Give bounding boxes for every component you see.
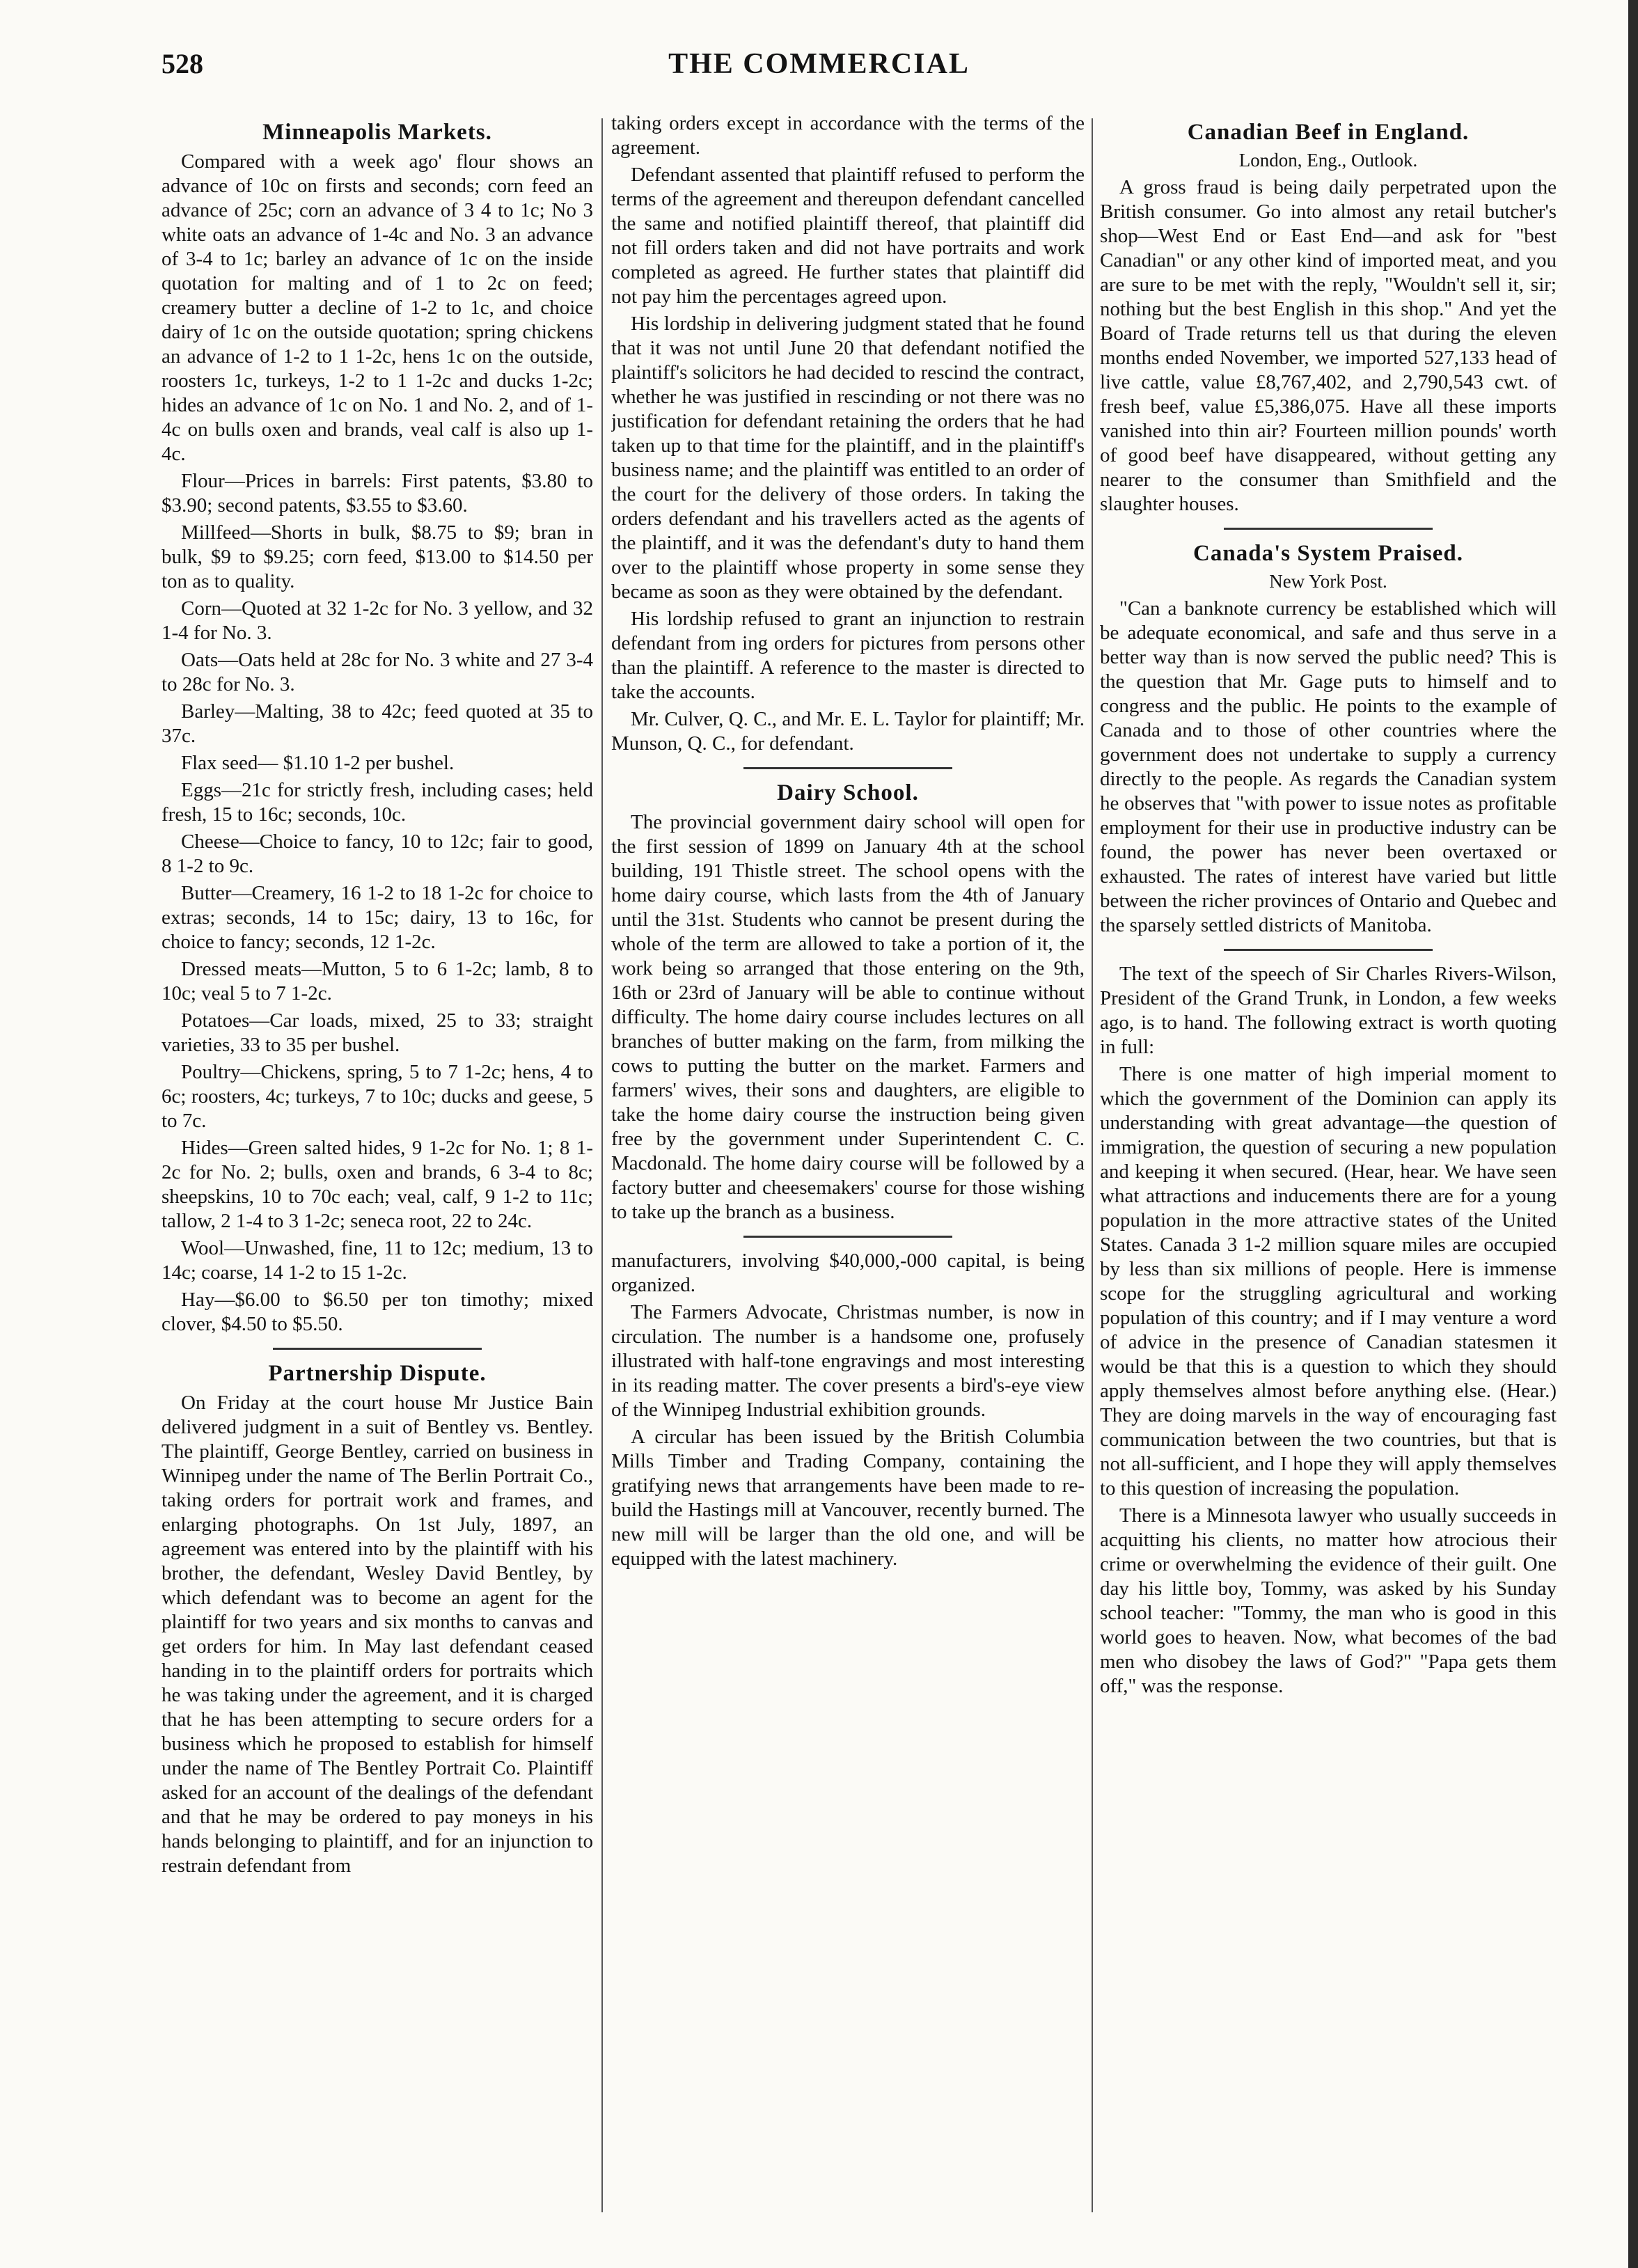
column-1 [162,111,593,2219]
section-divider [1224,949,1433,951]
article-paragraph: Oats—Oats held at 28c for No. 3 white and 27 3-4 to 28c for No. 3. [162,649,593,695]
article-paragraph: Barley—Malting, 38 to 42c; feed quoted at 35 to 37c. [162,700,593,747]
article-title: Canada's System Praised. [1193,541,1463,566]
section-divider [743,767,952,769]
running-title: THE COMMERCIAL [668,48,970,80]
article-paragraph: Hay—$6.00 to $6.50 per ton timothy; mixed clover, $4.50 to $5.50. [162,1289,593,1335]
article-paragraph: Potatoes—Car loads, mixed, 25 to 33; straight varieties, 33 to 35 per bushel. [162,1009,593,1056]
article-title: Partnership Dispute. [268,1361,487,1386]
article-paragraph: Millfeed—Shorts in bulk, $8.75 to $9; bran in bulk, $9 to $9.25; corn feed, $13.00 to $14.50 per ton as to quality. [162,521,593,592]
article-paragraph: The provincial government dairy school will open for the first session of 1899 on January 4th at the school building, 191 Thistle street. The school opens with the home dairy course, which lasts from the 4th of January until the 31st. Students who cannot be present during the whole of the term are allowed to take a portion of it, the work being so arranged that those entering on the 9th, 16th or 23rd of January will be able to continue without difficulty. The home dairy course includes lectures on all branches of butter making on the farm, from milking the cows to putting the butter on the market. Farmers and farmers' wives, their sons and daughters, are eligible to take the home dairy course the instruction being given free by the government under Superintendent C. C. Macdonald. The home dairy course will be followed by a factory butter and cheesemakers' course for those wishing to take up the branch as a business. [611,811,1085,1223]
article-paragraph: "Can a banknote currency be established which will be adequate economical, and safe and thus serve in a better way than is now served the public need? This is the question that Mr. Gage puts to himself and to congress and the public. He points to the example of Canada and to those of other countries where the government does not undertake to supply a currency directly to the people. As regards the Canadian system he observes that "with power to issue notes as profitable employment for their use in productive industry can be found, the power has never been overtaxed or exhausted. The rates of interest have varied but little between the richer provinces of Ontario and Quebec and the sparsely settled districts of Manitoba. [1100,597,1557,936]
article-source: London, Eng., Outlook. [1238,150,1418,171]
article-paragraph: Flour—Prices in barrels: First patents, $3.80 to $3.90; second patents, $3.55 to $3.60. [162,470,593,517]
section-divider [273,1348,482,1350]
article-paragraph: Compared with a week ago' flour shows an advance of 10c on firsts and seconds; corn feed an advance of 25c; corn an advance of 3 4 to 1c; No 3 white oats an advance of 1-4c and No. 3 an advance of 3-4 to 1c; barley an advance of 1c on the inside quotation for malting and of 1 to 2c on feed; creamery butter a decline of 1-2 to 1c, and choice dairy of 1c on the outside quotation; spring chickens an advance of 1-2 to 1 1-2c, hens 1c on the outside, roosters 1c, turkeys, 1-2 to 1 1-2c and ducks 1-2c; hides an advance of 1c on No. 1 and No. 2, and of 1-4c on bulls oxen and brands, veal calf is also up 1-4c. [162,150,593,465]
article-title: Canadian Beef in England. [1187,120,1470,145]
article-paragraph: Flax seed— $1.10 1-2 per bushel. [181,752,455,774]
column-rule [601,118,603,2212]
article-paragraph: manufacturers, involving $40,000,-000 capital, is being organized. [611,1250,1085,1296]
page-edge-shadow [1628,0,1638,2268]
article-paragraph: The Farmers Advocate, Christmas number, is now in circulation. The number is a handsome one, profusely illustrated with half-tone engravings and most interesting in its reading matter. The cover presents a bird's-eye view of the Winnipeg Industrial exhibition grounds. [611,1301,1085,1421]
page-number: 528 [162,48,203,79]
article-source: New York Post. [1269,571,1387,592]
article-paragraph: Poultry—Chickens, spring, 5 to 7 1-2c; hens, 4 to 6c; roosters, 4c; turkeys, 7 to 10c; ducks and geese, 5 to 7c. [162,1061,593,1132]
article-title: Dairy School. [777,780,919,805]
article-paragraph: Butter—Creamery, 16 1-2 to 18 1-2c for choice to extras; seconds, 14 to 15c; dairy, 13 to 16c, for choice to fancy; seconds, 12 1-2c. [162,882,593,953]
article-paragraph: Mr. Culver, Q. C., and Mr. E. L. Taylor for plaintiff; Mr. Munson, Q. C., for defendant. [611,708,1085,755]
column-3 [1100,111,1557,2219]
article-paragraph: The text of the speech of Sir Charles Rivers-Wilson, President of the Grand Trunk, in London, a few weeks ago, is to hand. The following extract is worth quoting in full: [1100,963,1557,1058]
article-paragraph: There is one matter of high imperial moment to which the government of the Dominion can apply its understanding with great advantage—the question of immigration, the question of securing a new population and keeping it when secured. (Hear, hear. We have seen what attractions and inducements there are for a young population in the more attractive states of the United States. Canada 3 1-2 million square miles are occupied by less than six millions of people. Here is immense scope for the struggling agricultural and working population of this country; and if I may venture a word of advice in the presence of Canadian statesmen it would be that this is a question to which they should apply themselves almost before anything else. (Hear.) They are doing marvels in the way of encouraging fast communication between the two countries, but that is not all-sufficient, and I hope they will apply themselves to this question of increasing the population. [1100,1063,1557,1499]
article-paragraph: Cheese—Choice to fancy, 10 to 12c; fair to good, 8 1-2 to 9c. [162,830,593,877]
article-paragraph: taking orders except in accordance with the terms of the agreement. [611,112,1085,159]
article-paragraph: His lordship refused to grant an injunction to restrain defendant from ing orders for pictures from persons other than the plaintiff. A reference to the master is directed to take the accounts. [611,608,1085,703]
column-2 [611,111,1085,2219]
article-paragraph: Hides—Green salted hides, 9 1-2c for No. 1; 8 1-2c for No. 2; bulls, oxen and brands, 6 3-4 to 8c; sheepskins, 10 to 70c each; veal, calf, 9 1-2 to 11c; tallow, 2 1-4 to 3 1-2c; seneca root, 22 to 24c. [162,1137,593,1232]
page-header [0,47,1638,96]
article-paragraph: His lordship in delivering judgment stated that he found that it was not until June 20 that defendant notified the plaintiff's solicitors he had decided to rescind the contract, whether he was justified in rescinding or not there was no justification for defendant retaining the orders that he had taken up to that time for the plaintiff, and in the plaintiff's business name; and the plaintiff was entitled to an order of the court for the delivery of those orders. In taking the orders defendant and his travellers acted as the agents of the plaintiff, and it was the defendant's duty to hand them over to the plaintiff whose property in some sense they became as soon as they were obtained by the defendant. [611,313,1085,603]
article-paragraph: There is a Minnesota lawyer who usually succeeds in acquitting his clients, no matter how atrocious their crime or overwhelming the evidence of their guilt. One day his little boy, Tommy, was asked by his Sunday school teacher: "Tommy, the man who is good in this world goes to heaven. Now, what becomes of the bad men who disobey the laws of God?" "Papa gets them off," was the response. [1100,1504,1557,1697]
article-paragraph: A gross fraud is being daily perpetrated upon the British consumer. Go into almost any retail butcher's shop—West End or East End—and ask for "best Canadian" or any other kind of imported meat, and you are sure to be met with the reply, "Wouldn't sell it, sir; nothing but the best English in this shop." And yet the Board of Trade returns tell us that during the eleven months ended November, we imported 527,133 head of live cattle, value £8,767,402, and 2,790,543 cwt. of fresh beef, value £5,386,075. Have all these imports vanished into thin air? Fourteen million pounds' worth of good beef have disappeared, without getting any nearer to the consumer than Smithfield and the slaughter houses. [1100,176,1557,515]
article-paragraph: Wool—Unwashed, fine, 11 to 12c; medium, 13 to 14c; coarse, 14 1-2 to 15 1-2c. [162,1237,593,1284]
section-divider [743,1236,952,1238]
article-paragraph: Corn—Quoted at 32 1-2c for No. 3 yellow, and 32 1-4 for No. 3. [162,597,593,644]
article-title: Minneapolis Markets. [262,120,492,145]
article-paragraph: On Friday at the court house Mr Justice Bain delivered judgment in a suit of Bentley vs. Bentley. The plaintiff, George Bentley, carried on business in Winnipeg under the name of The Berlin Portrait Co., taking orders for portrait work and frames, and enlarging photographs. On 1st July, 1897, an agreement was entered into by the plaintiff with his brother, the defendant, Wesley David Bentley, by which defendant was to become an agent for the plaintiff for two years and six months to canvas and get orders for him. In May last defendant ceased handing in to the plaintiff orders for portraits which he was taking under the agreement, and it is charged that he has been attempting to secure orders for a business which he proposed to establish for himself under the name of The Bentley Portrait Co. Plaintiff asked for an account of the dealings of the defendant and that he may be ordered to pay moneys in his hands belonging to plaintiff, and for an injunction to restrain defendant from [162,1392,593,1877]
article-paragraph: A circular has been issued by the British Columbia Mills Timber and Trading Company, containing the gratifying news that arrangements have been made to re-build the Hastings mill at Vancouver, recently burned. The new mill will be larger than the old one, and will be equipped with the latest machinery. [611,1426,1085,1570]
section-divider [1224,528,1433,530]
article-paragraph: Dressed meats—Mutton, 5 to 6 1-2c; lamb, 8 to 10c; veal 5 to 7 1-2c. [162,958,593,1005]
column-rule [1092,118,1093,2212]
article-paragraph: Eggs—21c for strictly fresh, including cases; held fresh, 15 to 16c; seconds, 10c. [162,779,593,826]
article-paragraph: Defendant assented that plaintiff refused to perform the terms of the agreement and thereupon defendant cancelled the same and notified plaintiff thereof, that plaintiff did not fill orders taken and did not have portraits and work completed as agreed. He further states that plaintiff did not pay him the percentages agreed upon. [611,164,1085,308]
